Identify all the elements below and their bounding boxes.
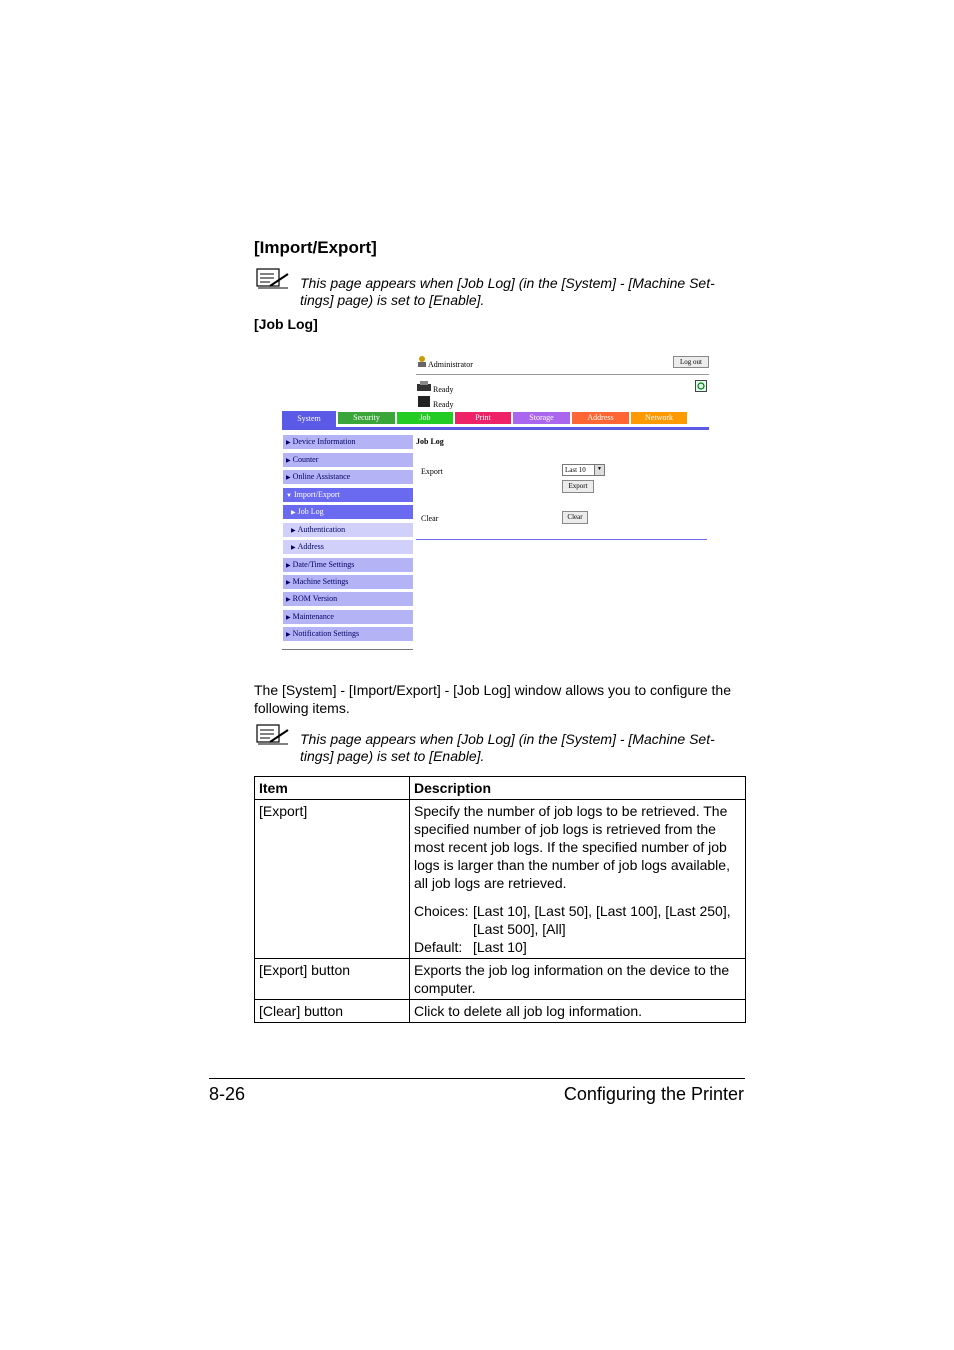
nav-authentication[interactable]: ▶ Authentication xyxy=(283,523,413,537)
table-header: Description xyxy=(410,777,746,800)
nav-rom-version[interactable]: ▶ ROM Version xyxy=(283,592,413,606)
panel-bottom-line xyxy=(416,539,707,540)
table-cell-item: [Export] button xyxy=(255,959,410,1000)
tab-security[interactable]: Security xyxy=(338,412,395,424)
printer-icon xyxy=(416,381,432,392)
refresh-icon[interactable] xyxy=(695,380,707,392)
nav-job-log[interactable]: ▶ Job Log xyxy=(283,505,413,519)
table-row xyxy=(255,1000,746,1023)
table-cell-description: Click to delete all job log information. xyxy=(410,1000,746,1023)
admin-icon xyxy=(416,355,428,367)
panel-title: Job Log xyxy=(416,437,444,446)
table-row xyxy=(255,959,746,1000)
chapter-title: Configuring the Printer xyxy=(563,1084,744,1104)
table-cell-description: Exports the job log information on the device to the computer. xyxy=(410,959,746,1000)
export-label: Export xyxy=(421,467,443,476)
section-title: [Import/Export] xyxy=(254,238,377,257)
note-text: This page appears when [Job Log] (in the [System] - [Machine Set-tings] page) is set to [Enable]. xyxy=(300,275,715,308)
note-text: This page appears when [Job Log] (in the [System] - [Machine Set-tings] page) is set to [Enable]. xyxy=(300,731,715,764)
table-cell-description xyxy=(410,800,746,959)
default-line xyxy=(414,938,741,956)
tab-print[interactable]: Print xyxy=(455,412,511,424)
settings-table xyxy=(254,776,746,1023)
clear-label: Clear xyxy=(421,514,439,523)
note-icon xyxy=(256,268,290,290)
description-text: Specify the number of job logs to be retrieved. The specified number of job logs is retrieved from the most recent job logs. If the specified number of job logs is larger than the number of job logs available, all job logs are retrieved. xyxy=(414,803,730,891)
table-row xyxy=(255,800,746,959)
tab-address[interactable]: Address xyxy=(572,412,629,424)
tab-job[interactable]: Job xyxy=(397,412,453,424)
user-name: Administrator xyxy=(428,360,473,369)
export-select[interactable]: Last 10 ▼ xyxy=(562,464,605,476)
clear-button[interactable]: Clear xyxy=(562,511,588,524)
choices-line xyxy=(414,902,741,938)
tab-network[interactable]: Network xyxy=(631,412,687,424)
nav-bottom-line xyxy=(282,649,413,650)
export-button[interactable]: Export xyxy=(562,480,594,493)
tab-system[interactable]: System xyxy=(282,411,336,427)
nav-device-information[interactable]: ▶ Device Information xyxy=(283,435,413,449)
printer-status: Ready xyxy=(433,385,454,394)
table-cell-item: [Export] xyxy=(255,800,410,959)
tab-storage[interactable]: Storage xyxy=(513,412,570,424)
footer-rule xyxy=(209,1078,745,1079)
body-paragraph: The [System] - [Import/Export] - [Job Log] window allows you to configure the following items. xyxy=(254,682,731,716)
nav-machine-settings[interactable]: ▶ Machine Settings xyxy=(283,575,413,589)
choices-value: [Last 10], [Last 50], [Last 100], [Last 250], [Last 500], [All] xyxy=(473,903,731,937)
note-icon xyxy=(256,724,290,746)
chevron-down-icon: ▼ xyxy=(594,465,604,475)
nav-notification-settings[interactable]: ▶ Notification Settings xyxy=(283,627,413,641)
table-header: Item xyxy=(255,777,410,800)
nav-date-time-settings[interactable]: ▶ Date/Time Settings xyxy=(283,558,413,572)
logout-button[interactable]: Log out xyxy=(673,356,709,368)
default-label: Default: xyxy=(414,939,463,955)
divider xyxy=(416,374,709,375)
table-cell-item: [Clear] button xyxy=(255,1000,410,1023)
subheading: [Job Log] xyxy=(254,316,318,332)
nav-address[interactable]: ▶ Address xyxy=(283,540,413,554)
storage-icon xyxy=(416,395,432,408)
default-value: [Last 10] xyxy=(473,939,527,955)
nav-counter[interactable]: ▶ Counter xyxy=(283,453,413,467)
choices-label: Choices: xyxy=(414,903,469,919)
nav-online-assistance[interactable]: ▶ Online Assistance xyxy=(283,470,413,484)
table-header-row xyxy=(255,777,746,800)
nav-import-export[interactable]: ▼ Import/Export xyxy=(283,488,413,502)
storage-status: Ready xyxy=(433,400,454,409)
tab-underline xyxy=(282,427,709,430)
nav-maintenance[interactable]: ▶ Maintenance xyxy=(283,610,413,624)
page-number: 8-26 xyxy=(209,1084,246,1104)
